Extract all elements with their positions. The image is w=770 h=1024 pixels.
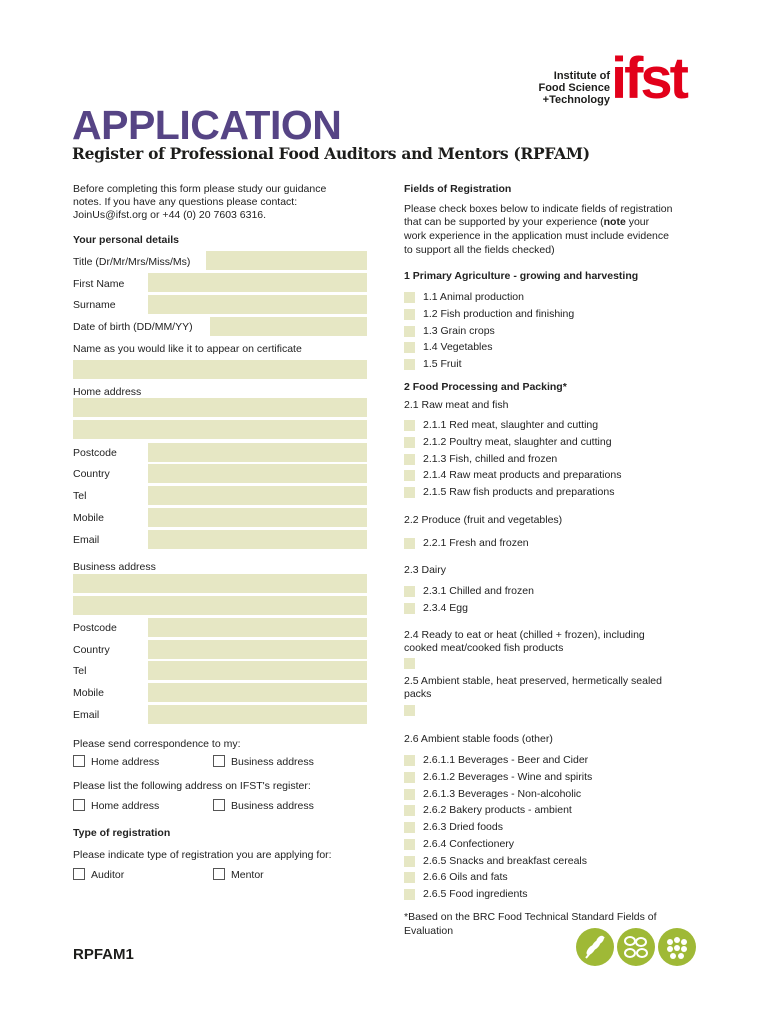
section-2-5-line-2: packs [404, 688, 432, 700]
fields-instructions-1: Please check boxes below to indicate fields of registration [404, 203, 673, 215]
mentor-label: Mentor [231, 869, 264, 881]
field-2-2-checkbox-1[interactable] [404, 538, 415, 549]
tel-label: Tel [73, 490, 87, 502]
field-2-1-checkbox-1[interactable] [404, 420, 415, 431]
field-2-6-checkbox-9[interactable] [404, 889, 415, 900]
field-2-6-label-6: 2.6.4 Confectionery [423, 837, 515, 850]
logo-line-2: Food Science [538, 82, 610, 94]
business-country-field[interactable] [148, 640, 367, 659]
field-1-checkbox-1[interactable] [404, 292, 415, 303]
field-2-6-label-5: 2.6.3 Dried foods [423, 821, 503, 833]
business-postcode-label: Postcode [73, 622, 117, 634]
fields-heading: Fields of Registration [404, 183, 512, 195]
grain-icon [617, 928, 655, 966]
page-subtitle: Register of Professional Food Auditors and Mentors (RPFAM) [72, 144, 590, 163]
country-field[interactable] [148, 464, 367, 483]
field-2-6-label-4: 2.6.2 Bakery products - ambient [423, 804, 572, 817]
field-2-6-checkbox-3[interactable] [404, 789, 415, 800]
field-2-6-checkbox-2[interactable] [404, 772, 415, 783]
footnote-line-1: *Based on the BRC Food Technical Standard Fields of [404, 911, 657, 923]
home-address-label: Home address [73, 386, 142, 398]
field-2-1-checkbox-2[interactable] [404, 437, 415, 448]
field-1-label-5: 1.5 Fruit [423, 358, 462, 370]
section-2-6-heading: 2.6 Ambient stable foods (other) [404, 733, 553, 745]
section-2-3-heading: 2.3 Dairy [404, 564, 447, 576]
email-label: Email [73, 534, 100, 546]
field-2-3-checkbox-2[interactable] [404, 603, 415, 614]
field-2-6-label-2: 2.6.1.2 Beverages - Wine and spirits [423, 770, 593, 783]
register-home-label: Home address [91, 800, 160, 812]
register-business-label: Business address [231, 800, 314, 812]
registration-type-heading: Type of registration [73, 827, 171, 839]
field-1-label-3: 1.3 Grain crops [423, 324, 495, 337]
form-code: RPFAM1 [73, 946, 134, 963]
field-1-checkbox-5[interactable] [404, 359, 415, 370]
field-2-1-checkbox-4[interactable] [404, 470, 415, 481]
section-2-2-heading: 2.2 Produce (fruit and vegetables) [404, 514, 563, 526]
business-mobile-label: Mobile [73, 687, 104, 699]
surname-label: Surname [73, 299, 116, 311]
field-2-6-checkbox-1[interactable] [404, 755, 415, 766]
correspondence-business-checkbox[interactable] [213, 755, 225, 767]
field-2-6-label-7: 2.6.5 Snacks and breakfast cereals [423, 854, 588, 867]
cert-name-field[interactable] [73, 360, 367, 379]
fields-instructions-3: work experience in the application must include evidence [404, 230, 669, 242]
field-2-2-label-1: 2.2.1 Fresh and frozen [423, 537, 529, 549]
tel-field[interactable] [148, 486, 367, 505]
fields-instructions-note: note [603, 216, 626, 228]
produce-icon [658, 928, 696, 966]
field-2-1-label-3: 2.1.3 Fish, chilled and frozen [423, 452, 558, 465]
business-address-label: Business address [73, 561, 156, 573]
correspondence-business-label: Business address [231, 756, 314, 768]
field-2-6-label-3: 2.6.1.3 Beverages - Non-alcoholic [423, 787, 582, 800]
correspondence-prompt: Please send correspondence to my: [73, 738, 241, 750]
fields-instructions-2 [404, 216, 649, 229]
first-name-label: First Name [73, 278, 125, 290]
register-address-prompt: Please list the following address on IFST's register: [73, 780, 311, 792]
fields-instructions-4: to support all the fields checked) [404, 244, 555, 256]
personal-details-heading: Your personal details [73, 234, 179, 246]
field-2-1-checkbox-5[interactable] [404, 487, 415, 498]
field-1-label-4: 1.4 Vegetables [423, 341, 493, 354]
footnote-line-2: Evaluation [404, 925, 454, 937]
field-2-1-label-4: 2.1.4 Raw meat products and preparations [423, 469, 622, 482]
field-1-label-2: 1.2 Fish production and finishing [423, 307, 575, 320]
title-field[interactable] [206, 251, 367, 270]
logo-line-1: Institute of [553, 70, 610, 82]
section-2-5-line-1: 2.5 Ambient stable, heat preserved, hermetically sealed [404, 675, 662, 687]
logo-line-3: +Technology [542, 94, 610, 106]
field-2-3-checkbox-1[interactable] [404, 586, 415, 597]
field-2-6-label-9: 2.6.5 Food ingredients [423, 888, 528, 900]
fields-instructions-2c: your [625, 216, 650, 228]
field-1-label-1: 1.1 Animal production [423, 291, 524, 303]
dob-label: Date of birth (DD/MM/YY) [73, 321, 193, 333]
section-1-heading: 1 Primary Agriculture - growing and harvesting [404, 270, 639, 282]
ifst-logo-mark: ifst [611, 46, 686, 111]
field-2-3-label-1: 2.3.1 Chilled and frozen [423, 585, 534, 597]
section-2-4-checkbox[interactable] [404, 658, 415, 669]
field-2-6-checkbox-4[interactable] [404, 805, 415, 816]
business-country-label: Country [73, 644, 110, 656]
mentor-checkbox[interactable] [213, 868, 225, 880]
auditor-label: Auditor [91, 869, 125, 881]
first-name-field[interactable] [148, 273, 367, 292]
section-2-heading: 2 Food Processing and Packing* [404, 381, 567, 393]
correspondence-home-checkbox[interactable] [73, 755, 85, 767]
field-1-checkbox-4[interactable] [404, 342, 415, 353]
field-2-1-checkbox-3[interactable] [404, 454, 415, 465]
field-2-6-checkbox-6[interactable] [404, 839, 415, 850]
intro-line-3: JoinUs@ifst.org or +44 (0) 20 7603 6316. [73, 209, 267, 221]
country-label: Country [73, 468, 110, 480]
title-label: Title (Dr/Mr/Mrs/Miss/Ms) [73, 256, 191, 268]
business-email-field[interactable] [148, 705, 367, 724]
business-address-field-1[interactable] [73, 574, 367, 593]
auditor-checkbox[interactable] [73, 868, 85, 880]
section-2-1-heading: 2.1 Raw meat and fish [404, 399, 509, 411]
registration-type-prompt: Please indicate type of registration you are applying for: [73, 849, 332, 861]
business-mobile-field[interactable] [148, 683, 367, 702]
field-2-6-label-8: 2.6.6 Oils and fats [423, 871, 508, 884]
business-tel-label: Tel [73, 665, 87, 677]
field-2-6-checkbox-7[interactable] [404, 856, 415, 867]
section-2-5-checkbox[interactable] [404, 705, 415, 716]
surname-field[interactable] [148, 295, 367, 314]
business-tel-field[interactable] [148, 661, 367, 680]
field-2-6-label-1: 2.6.1.1 Beverages - Beer and Cider [423, 754, 589, 766]
wheat-icon [576, 928, 614, 966]
field-2-1-label-1: 2.1.1 Red meat, slaughter and cutting [423, 419, 599, 431]
home-address-field-2[interactable] [73, 420, 367, 439]
business-postcode-field[interactable] [148, 618, 367, 637]
page-title: APPLICATION [72, 102, 342, 148]
fields-instructions-2a: that can be supported by your experience ( [404, 216, 604, 228]
register-home-checkbox[interactable] [73, 799, 85, 811]
postcode-label: Postcode [73, 447, 117, 459]
section-2-4-line-2: cooked meat/cooked fish products [404, 642, 564, 654]
ifst-logo [520, 70, 610, 106]
field-2-3-label-2: 2.3.4 Egg [423, 601, 468, 614]
correspondence-home-label: Home address [91, 756, 160, 768]
field-2-1-label-5: 2.1.5 Raw fish products and preparations [423, 486, 615, 498]
field-2-6-checkbox-5[interactable] [404, 822, 415, 833]
field-1-checkbox-2[interactable] [404, 309, 415, 320]
field-1-checkbox-3[interactable] [404, 326, 415, 337]
business-email-label: Email [73, 709, 100, 721]
email-field[interactable] [148, 530, 367, 549]
section-2-4-line-1: 2.4 Ready to eat or heat (chilled + frozen), including [404, 629, 645, 641]
mobile-field[interactable] [148, 508, 367, 527]
mobile-label: Mobile [73, 512, 104, 524]
business-address-field-2[interactable] [73, 596, 367, 615]
intro-line-1: Before completing this form please study our guidance [73, 183, 327, 195]
home-address-field-1[interactable] [73, 398, 367, 417]
cert-name-label: Name as you would like it to appear on certificate [73, 343, 302, 355]
register-business-checkbox[interactable] [213, 799, 225, 811]
field-2-6-checkbox-8[interactable] [404, 872, 415, 883]
field-2-1-label-2: 2.1.2 Poultry meat, slaughter and cutting [423, 435, 612, 448]
postcode-field[interactable] [148, 443, 367, 462]
intro-line-2: notes. If you have any questions please contact: [73, 196, 298, 208]
dob-field[interactable] [210, 317, 367, 336]
